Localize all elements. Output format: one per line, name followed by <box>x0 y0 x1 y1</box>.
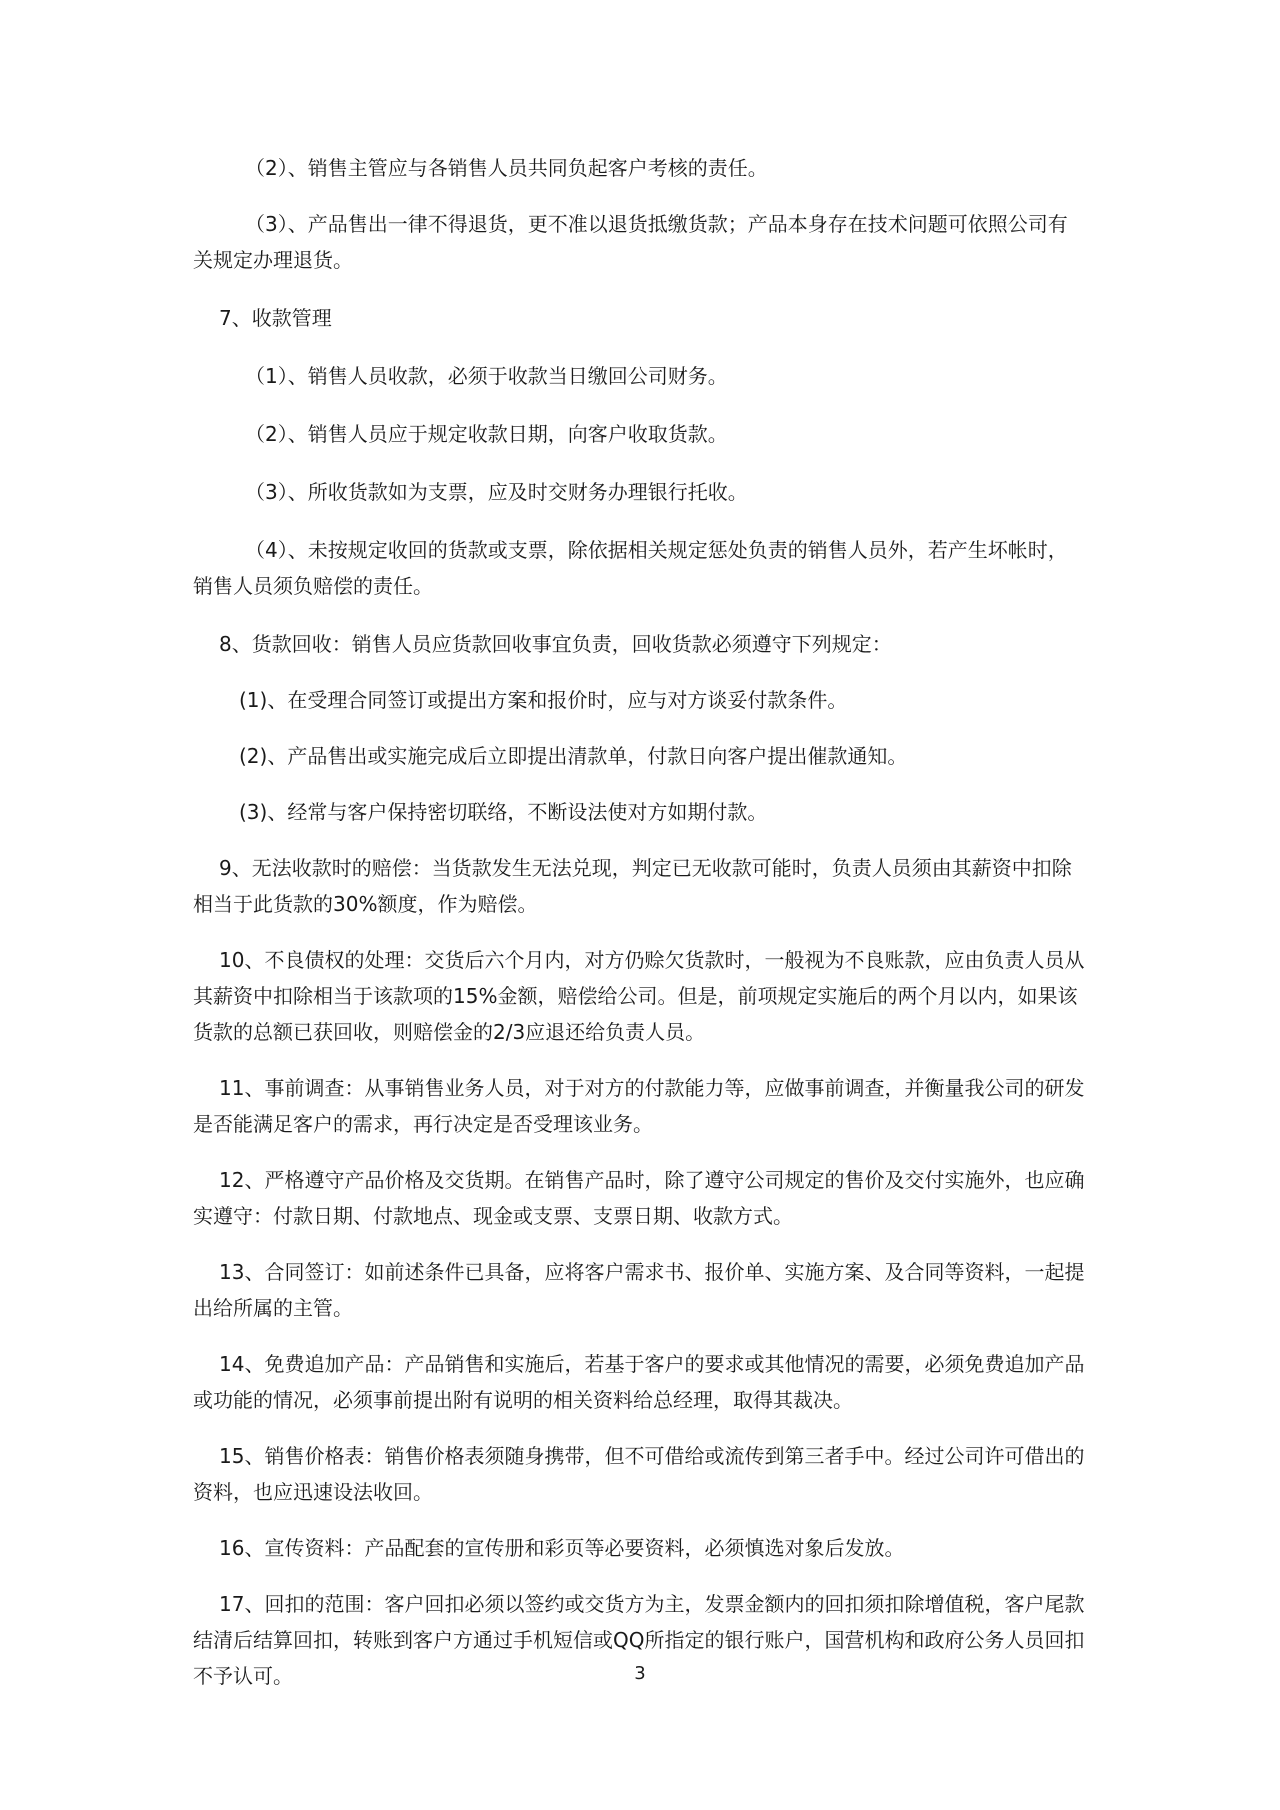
section-14: 14、免费追加产品：产品销售和实施后，若基于客户的要求或其他情况的需要，必须免费追加产品或功能的情况，必须事前提出附有说明的相关资料给总经理，取得其裁决。 <box>193 1352 1085 1412</box>
paragraph-7-2: （2）、销售人员应于规定收款日期，向客户收取货款。 <box>245 422 728 446</box>
section-10: 10、不良债权的处理：交货后六个月内，对方仍赊欠货款时，一般视为不良账款，应由负责人员从其薪资中扣除相当于该款项的15%金额，赔偿给公司。但是，前项规定实施后的两个月以内，如果该货款的总额已获回收，则赔偿金的2/3应退还给负责人员。 <box>193 948 1085 1044</box>
paragraph-7-3: （3）、所收货款如为支票，应及时交财务办理银行托收。 <box>245 480 748 504</box>
section-12: 12、严格遵守产品价格及交货期。在销售产品时，除了遵守公司规定的售价及交付实施外，也应确实遵守：付款日期、付款地点、现金或支票、支票日期、收款方式。 <box>193 1168 1085 1228</box>
section-9: 9、无法收款时的赔偿：当货款发生无法兑现，判定已无收款可能时，负责人员须由其薪资中扣除相当于此货款的30%额度，作为赔偿。 <box>193 856 1072 916</box>
document-body <box>193 150 1085 1694</box>
section-11: 11、事前调查：从事销售业务人员，对于对方的付款能力等，应做事前调查，并衡量我公司的研发是否能满足客户的需求，再行决定是否受理该业务。 <box>193 1076 1085 1136</box>
section-15: 15、销售价格表：销售价格表须随身携带，但不可借给或流传到第三者手中。经过公司许可借出的资料，也应迅速设法收回。 <box>193 1444 1085 1504</box>
paragraph-8-2: (2)、产品售出或实施完成后立即提出清款单，付款日向客户提出催款通知。 <box>239 744 908 768</box>
paragraph-2-3: （3）、产品售出一律不得退货，更不准以退货抵缴货款；产品本身存在技术问题可依照公司有关规定办理退货。 <box>193 212 1068 272</box>
paragraph-8-3: (3)、经常与客户保持密切联络，不断设法使对方如期付款。 <box>239 800 768 824</box>
paragraph-7-4: （4）、未按规定收回的货款或支票，除依据相关规定惩处负责的销售人员外，若产生坏帐时，销售人员须负赔偿的责任。 <box>193 538 1068 598</box>
paragraph-7-1: （1）、销售人员收款，必须于收款当日缴回公司财务。 <box>245 364 728 388</box>
section-13: 13、合同签订：如前述条件已具备，应将客户需求书、报价单、实施方案、及合同等资料，一起提出给所属的主管。 <box>193 1260 1085 1320</box>
paragraph-8-1: (1)、在受理合同签订或提出方案和报价时，应与对方谈妥付款条件。 <box>239 688 848 712</box>
section-8-heading: 8、货款回收：销售人员应货款回收事宜负责，回收货款必须遵守下列规定： <box>219 632 892 656</box>
paragraph-2-2: （2）、销售主管应与各销售人员共同负起客户考核的责任。 <box>245 156 768 180</box>
section-16: 16、宣传资料：产品配套的宣传册和彩页等必要资料，必须慎选对象后发放。 <box>219 1536 905 1560</box>
page-number: 3 <box>634 1663 646 1684</box>
section-17: 17、回扣的范围：客户回扣必须以签约或交货方为主，发票金额内的回扣须扣除增值税，客户尾款结清后结算回扣，转账到客户方通过手机短信或QQ所指定的银行账户，国营机构和政府公务人员回扣不予认可。 <box>193 1592 1085 1688</box>
section-7-heading: 7、收款管理 <box>219 306 332 330</box>
